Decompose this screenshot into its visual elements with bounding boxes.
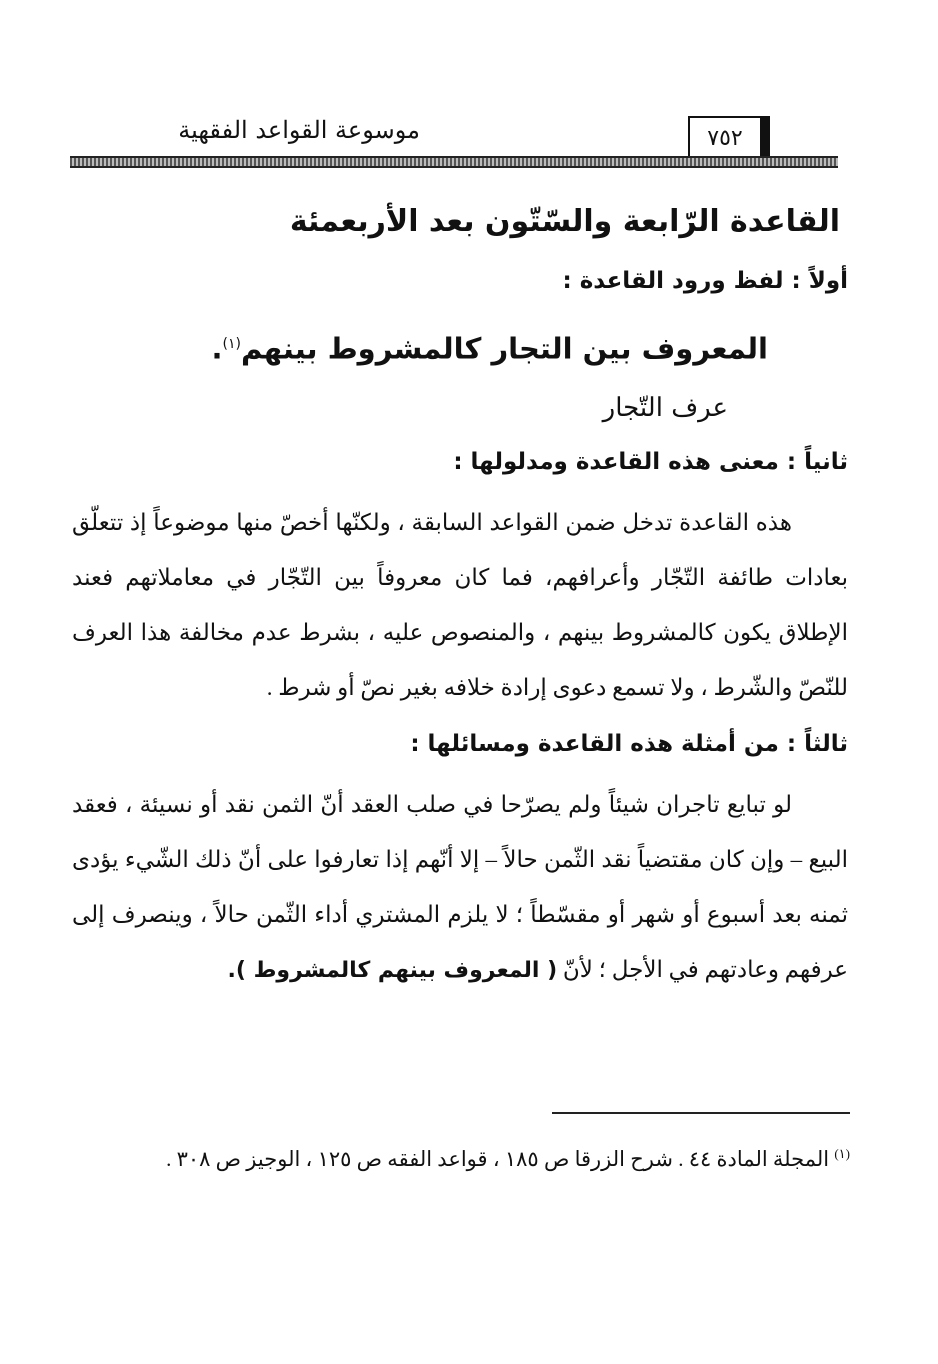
rule-alternate-name: عرف التّجار	[602, 392, 728, 423]
meaning-paragraph	[72, 495, 848, 715]
footnote-divider	[552, 1112, 850, 1114]
footnote-reference[interactable]: (١)	[222, 336, 242, 352]
page-content	[72, 192, 848, 998]
section-heading-wording: أولاً : لفظ ورود القاعدة :	[562, 268, 848, 294]
rule-statement	[72, 310, 848, 383]
footnote-text: المجلة المادة ٤٤ . شرح الزرقا ص ١٨٥ ، قواعد الفقه ص ١٢٥ ، الوجيز ص ٣٠٨ .	[166, 1147, 830, 1171]
footnote	[80, 1130, 850, 1183]
header-divider	[70, 156, 838, 168]
examples-paragraph-bold: ( المعروف بينهم كالمشروط ).	[227, 957, 558, 983]
page-number: ٧٥٢	[688, 116, 770, 158]
book-title: موسوعة القواعد الفقهية	[178, 116, 420, 144]
section-heading-meaning: ثانياً : معنى هذه القاعدة ومدلولها :	[453, 448, 848, 475]
section-heading-examples: ثالثاً : من أمثلة هذه القاعدة ومسائلها :	[410, 730, 848, 757]
footnote-marker: (١)	[834, 1146, 850, 1161]
rule-statement-end: .	[211, 331, 223, 366]
rule-statement-text: المعروف بين التجار كالمشروط بينهم	[241, 331, 768, 366]
examples-paragraph-text: لو تبايع تاجران شيئاً ولم يصرّحا في صلب العقد أنّ الثمن نقد أو نسيئة ، فعقد البيع – وإن كان مقتضياً نقد الثّمن حالاً – إلا أنّهم إذا تعارفوا على أنّ ذلك الشّيء يؤدى ثمنه بعد أسبوع أو شهر أو مقسّطاً ؛ لا يلزم المشتري أداء الثّمن حالاً ، وينصرف إلى عرفهم وعادتهم في الأجل ؛ لأنّ	[72, 791, 848, 982]
rule-title: القاعدة الرّابعة والسّتّون بعد الأربعمئة	[289, 204, 840, 239]
examples-paragraph	[72, 777, 848, 998]
page-header	[70, 108, 838, 168]
meaning-paragraph-text: هذه القاعدة تدخل ضمن القواعد السابقة ، ولكنّها أخصّ منها موضوعاً إذ تتعلّق بعادات طائفة التّجّار وأعرافهم، فما كان معروفاً بين التّجّار في معاملاتهم فعند الإطلاق يكون كالمشروط بينهم ، والمنصوص عليه ، بشرط عدم مخالفة هذا العرف للنّصّ والشّرط ، ولا تسمع دعوى إرادة خلافه بغير نصّ أو شرط .	[72, 509, 848, 700]
